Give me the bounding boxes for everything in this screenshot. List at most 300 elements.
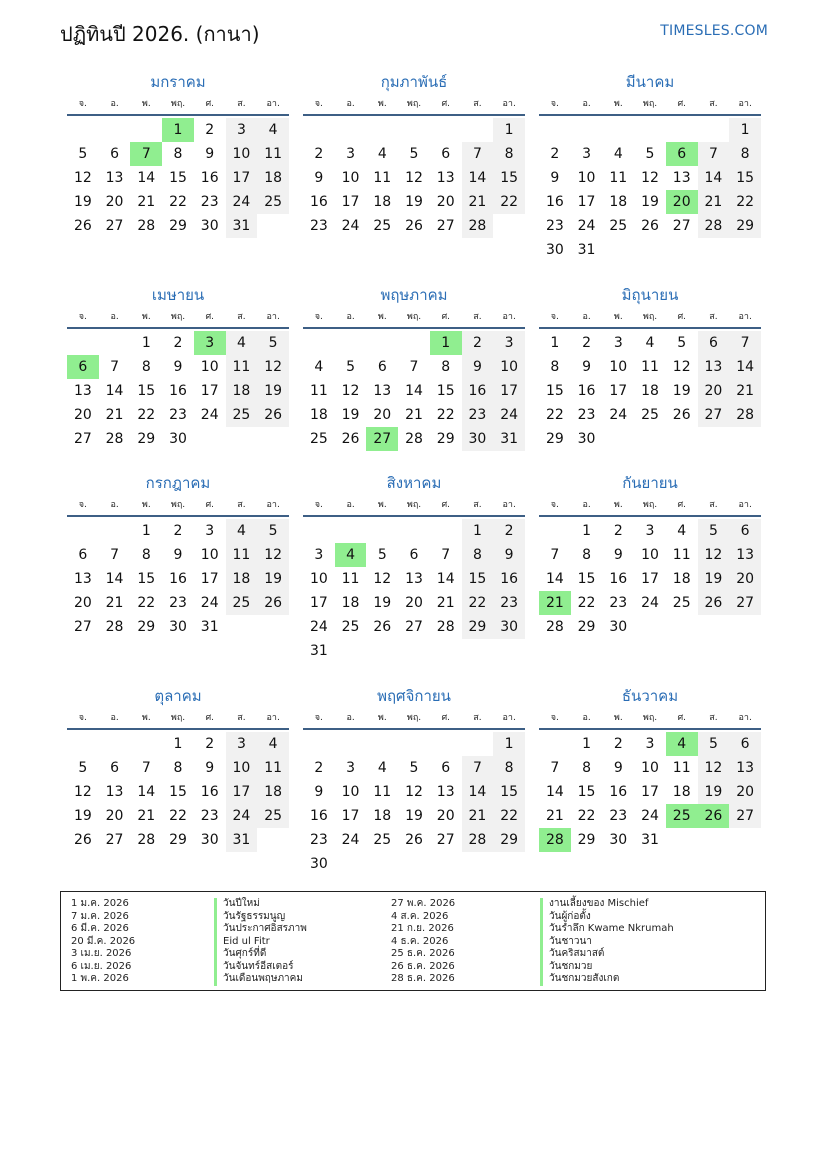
- day-cell: 22: [493, 190, 525, 214]
- day-cell: 14: [545, 784, 564, 800]
- legend-date: 6 มี.ค. 2026: [71, 923, 129, 934]
- day-cell: 23: [577, 407, 596, 423]
- day-grid: [303, 732, 525, 876]
- day-cell: 16: [577, 383, 596, 399]
- day-cell: 24: [341, 832, 360, 848]
- weekday-label: อา.: [502, 713, 516, 723]
- weekday-header: [67, 310, 289, 329]
- weekday-label: จ.: [550, 500, 559, 510]
- day-cell: 9: [205, 760, 215, 776]
- day-cell: 17: [200, 383, 219, 399]
- day-cell: 8: [141, 359, 151, 375]
- day-cell: 29: [169, 218, 187, 234]
- month-block: [539, 71, 761, 262]
- day-cell: 10: [641, 760, 659, 776]
- day-cell: 26: [405, 832, 423, 848]
- weekday-label: ส.: [473, 312, 482, 322]
- month-block: [303, 284, 525, 451]
- day-cell: 1: [141, 523, 151, 539]
- day-grid: [539, 519, 761, 639]
- day-cell: 4: [257, 732, 289, 756]
- day-cell: 1: [173, 736, 183, 752]
- legend-holiday-name: วันเดือนพฤษภาคม: [214, 973, 307, 986]
- day-cell: 5: [409, 146, 419, 162]
- legend-holiday-name: วันชาวนา: [540, 936, 674, 949]
- weekday-label: ศ.: [205, 713, 215, 723]
- month-name: ตุลาคม: [154, 687, 202, 705]
- day-cell: 27: [105, 832, 124, 848]
- legend-names-right: [540, 898, 674, 986]
- month-name: เมษายน: [151, 286, 205, 304]
- day-cell: 7: [110, 547, 120, 563]
- empty-cell: [462, 732, 494, 756]
- day-cell: 25: [257, 190, 289, 214]
- day-cell: 12: [73, 784, 92, 800]
- day-cell: 16: [309, 808, 328, 824]
- weekday-label: จ.: [550, 713, 559, 723]
- legend-holiday-name: วันศุกร์ที่ดี: [214, 948, 307, 961]
- day-cell: 12: [698, 756, 730, 780]
- day-cell: 10: [200, 359, 219, 375]
- day-cell: 13: [405, 571, 423, 587]
- day-cell: 27: [672, 218, 691, 234]
- empty-cell: [430, 519, 462, 543]
- weekday-label: จ.: [550, 99, 559, 109]
- day-cell: 25: [341, 619, 360, 635]
- day-cell: 2: [462, 331, 494, 355]
- empty-cell: [303, 331, 335, 355]
- day-cell: 22: [436, 407, 455, 423]
- day-cell: 9: [173, 547, 183, 563]
- day-cell: 9: [314, 170, 324, 186]
- empty-cell: [335, 519, 367, 543]
- weekday-label: ส.: [709, 99, 718, 109]
- weekday-label: จ.: [314, 713, 323, 723]
- day-cell: 17: [200, 571, 219, 587]
- weekday-label: อา.: [502, 312, 516, 322]
- day-cell: 5: [78, 760, 88, 776]
- day-cell: 18: [257, 166, 289, 190]
- day-cell: 29: [577, 832, 596, 848]
- day-cell: 18: [609, 194, 628, 210]
- day-cell: 8: [173, 760, 183, 776]
- day-cell: 13: [672, 170, 691, 186]
- empty-cell: [539, 519, 571, 543]
- weekday-header: [303, 711, 525, 730]
- page-title: ปฏิทินปี 2026. (กานา): [60, 22, 260, 46]
- empty-cell: [335, 118, 367, 142]
- day-cell: 5: [409, 760, 419, 776]
- day-cell: 15: [137, 383, 156, 399]
- day-cell: 21: [137, 194, 156, 210]
- weekday-label: พ.: [613, 312, 623, 322]
- day-cell: 2: [493, 519, 525, 543]
- weekday-label: อา.: [266, 713, 280, 723]
- day-cell: 6: [441, 760, 451, 776]
- day-cell: 16: [200, 170, 219, 186]
- day-cell: 27: [436, 832, 455, 848]
- weekday-label: ศ.: [677, 99, 687, 109]
- legend-date: 25 ธ.ค. 2026: [391, 948, 455, 959]
- day-cell: 22: [493, 804, 525, 828]
- day-cell: 23: [309, 218, 328, 234]
- day-cell: 11: [309, 383, 328, 399]
- day-cell: 22: [169, 194, 187, 210]
- day-cell: 28: [729, 403, 761, 427]
- day-cell: 3: [314, 547, 324, 563]
- day-cell: 22: [545, 407, 564, 423]
- day-cell: 25: [226, 403, 258, 427]
- day-cell: 18: [226, 567, 258, 591]
- day-cell: 9: [582, 359, 592, 375]
- month-block: [303, 71, 525, 238]
- weekday-label: ศ.: [441, 99, 451, 109]
- day-cell: 16: [309, 194, 328, 210]
- day-cell: 5: [377, 547, 387, 563]
- day-cell: 1: [493, 118, 525, 142]
- day-cell: 24: [226, 190, 258, 214]
- day-cell: 15: [436, 383, 455, 399]
- day-cell: 1: [729, 118, 761, 142]
- weekday-label: ส.: [473, 500, 482, 510]
- weekday-label: พ.: [141, 312, 151, 322]
- weekday-label: ศ.: [677, 312, 687, 322]
- legend-holiday-name: วันผู้ก่อตั้ง: [540, 911, 674, 924]
- day-cell: 25: [309, 431, 328, 447]
- weekday-label: ศ.: [205, 99, 215, 109]
- day-cell: 13: [105, 784, 124, 800]
- day-cell: 3: [346, 146, 356, 162]
- weekday-label: จ.: [78, 713, 87, 723]
- day-cell: 14: [137, 784, 156, 800]
- day-cell: 29: [436, 431, 455, 447]
- day-cell: 6: [78, 547, 88, 563]
- holiday-day-cell: 6: [666, 142, 698, 166]
- legend-holiday-name: วันปีใหม่: [214, 898, 307, 911]
- weekday-label: ส.: [709, 500, 718, 510]
- day-cell: 3: [645, 523, 655, 539]
- day-cell: 23: [200, 808, 219, 824]
- legend-holiday-name: วันรัฐธรรมนูญ: [214, 911, 307, 924]
- day-cell: 2: [613, 523, 623, 539]
- day-cell: 14: [545, 571, 564, 587]
- day-cell: 24: [609, 407, 628, 423]
- day-cell: 10: [609, 359, 628, 375]
- site-brand[interactable]: TIMESLES.COM: [660, 23, 768, 39]
- day-cell: 17: [577, 194, 596, 210]
- month-name: กุมภาพันธ์: [380, 73, 448, 91]
- day-cell: 23: [169, 595, 187, 611]
- day-cell: 18: [373, 808, 392, 824]
- empty-cell: [67, 118, 99, 142]
- weekday-label: อา.: [738, 99, 752, 109]
- day-cell: 26: [672, 407, 691, 423]
- day-grid: [67, 331, 289, 451]
- day-cell: 17: [609, 383, 628, 399]
- day-cell: 3: [645, 736, 655, 752]
- empty-cell: [571, 118, 603, 142]
- day-cell: 22: [462, 591, 494, 615]
- day-cell: 24: [493, 403, 525, 427]
- day-cell: 6: [729, 519, 761, 543]
- day-cell: 13: [436, 170, 455, 186]
- day-cell: 12: [257, 543, 289, 567]
- day-cell: 14: [405, 383, 423, 399]
- day-cell: 10: [200, 547, 219, 563]
- empty-cell: [130, 118, 162, 142]
- weekday-label: อา.: [266, 500, 280, 510]
- weekday-header: [539, 498, 761, 517]
- day-cell: 6: [441, 146, 451, 162]
- day-cell: 5: [677, 335, 687, 351]
- day-cell: 21: [137, 808, 156, 824]
- day-cell: 28: [462, 828, 494, 852]
- day-cell: 11: [672, 760, 691, 776]
- day-cell: 23: [309, 832, 328, 848]
- day-cell: 26: [73, 832, 92, 848]
- holiday-day-cell: 1: [430, 331, 462, 355]
- day-cell: 6: [409, 547, 419, 563]
- day-cell: 21: [462, 804, 494, 828]
- weekday-label: อ.: [346, 500, 355, 510]
- day-cell: 10: [341, 170, 360, 186]
- day-cell: 13: [436, 784, 455, 800]
- day-cell: 25: [257, 804, 289, 828]
- weekday-label: จ.: [78, 312, 87, 322]
- day-cell: 26: [698, 591, 730, 615]
- empty-cell: [366, 331, 398, 355]
- weekday-label: ส.: [473, 99, 482, 109]
- day-cell: 31: [577, 242, 596, 258]
- day-cell: 21: [698, 190, 730, 214]
- day-cell: 20: [105, 808, 124, 824]
- weekday-label: อา.: [738, 500, 752, 510]
- day-cell: 20: [729, 780, 761, 804]
- weekday-label: อ.: [582, 312, 591, 322]
- day-cell: 8: [729, 142, 761, 166]
- day-cell: 22: [137, 595, 156, 611]
- month-name: มกราคม: [150, 73, 206, 91]
- month-block: [67, 472, 289, 639]
- day-cell: 8: [582, 547, 592, 563]
- day-cell: 2: [173, 335, 183, 351]
- weekday-label: พฤ.: [170, 500, 186, 510]
- day-cell: 13: [73, 383, 92, 399]
- day-cell: 1: [462, 519, 494, 543]
- day-cell: 25: [226, 591, 258, 615]
- day-cell: 27: [73, 431, 92, 447]
- day-cell: 21: [105, 595, 124, 611]
- day-cell: 12: [641, 170, 659, 186]
- day-cell: 10: [641, 547, 659, 563]
- holiday-day-cell: 25: [666, 804, 698, 828]
- empty-cell: [335, 331, 367, 355]
- holiday-day-cell: 6: [67, 355, 99, 379]
- day-cell: 15: [577, 784, 596, 800]
- weekday-label: จ.: [314, 99, 323, 109]
- weekday-label: พฤ.: [170, 312, 186, 322]
- legend-date: 28 ธ.ค. 2026: [391, 973, 455, 984]
- day-cell: 29: [493, 828, 525, 852]
- day-cell: 14: [462, 166, 494, 190]
- day-cell: 3: [205, 523, 215, 539]
- day-cell: 9: [205, 146, 215, 162]
- day-cell: 23: [609, 595, 628, 611]
- day-cell: 15: [169, 170, 187, 186]
- day-cell: 11: [257, 756, 289, 780]
- day-cell: 28: [105, 619, 124, 635]
- day-cell: 21: [545, 808, 564, 824]
- day-cell: 11: [226, 355, 258, 379]
- legend-holiday-name: วันจันทร์อีสเตอร์: [214, 961, 307, 974]
- day-cell: 5: [346, 359, 356, 375]
- day-cell: 1: [582, 736, 592, 752]
- day-cell: 12: [405, 170, 423, 186]
- day-cell: 11: [672, 547, 691, 563]
- day-cell: 13: [373, 383, 392, 399]
- weekday-label: พ.: [613, 713, 623, 723]
- day-cell: 21: [405, 407, 423, 423]
- month-block: [539, 284, 761, 451]
- day-cell: 29: [137, 431, 156, 447]
- day-cell: 18: [226, 379, 258, 403]
- weekday-label: อ.: [582, 500, 591, 510]
- weekday-label: อ.: [346, 713, 355, 723]
- day-cell: 19: [257, 379, 289, 403]
- weekday-header: [67, 97, 289, 116]
- day-cell: 18: [672, 784, 691, 800]
- day-cell: 29: [137, 619, 156, 635]
- weekday-label: ส.: [237, 312, 246, 322]
- day-cell: 30: [609, 832, 628, 848]
- day-cell: 8: [493, 142, 525, 166]
- day-cell: 11: [341, 571, 360, 587]
- weekday-label: อา.: [502, 99, 516, 109]
- day-cell: 19: [373, 595, 392, 611]
- day-cell: 7: [441, 547, 451, 563]
- day-cell: 26: [73, 218, 92, 234]
- day-cell: 4: [645, 335, 655, 351]
- legend-names-left: [214, 898, 307, 986]
- day-cell: 30: [545, 242, 564, 258]
- day-cell: 19: [73, 808, 92, 824]
- day-cell: 27: [729, 591, 761, 615]
- day-cell: 14: [462, 780, 494, 804]
- day-cell: 29: [169, 832, 187, 848]
- holiday-legend: [60, 891, 766, 991]
- weekday-header: [539, 711, 761, 730]
- empty-cell: [398, 118, 430, 142]
- day-cell: 3: [226, 118, 258, 142]
- weekday-label: อ.: [110, 99, 119, 109]
- weekday-label: พฤ.: [170, 713, 186, 723]
- empty-cell: [99, 732, 131, 756]
- day-cell: 24: [226, 804, 258, 828]
- day-cell: 31: [226, 828, 258, 852]
- day-cell: 14: [105, 383, 124, 399]
- day-cell: 14: [105, 571, 124, 587]
- day-cell: 18: [373, 194, 392, 210]
- day-cell: 5: [78, 146, 88, 162]
- day-cell: 22: [137, 407, 156, 423]
- day-cell: 23: [493, 591, 525, 615]
- empty-cell: [366, 732, 398, 756]
- day-cell: 4: [314, 359, 324, 375]
- day-cell: 25: [641, 407, 659, 423]
- day-cell: 9: [550, 170, 560, 186]
- day-cell: 27: [729, 804, 761, 828]
- day-cell: 15: [577, 571, 596, 587]
- day-cell: 19: [641, 194, 659, 210]
- month-name: สิงหาคม: [386, 474, 442, 492]
- empty-cell: [99, 519, 131, 543]
- empty-cell: [430, 732, 462, 756]
- empty-cell: [366, 118, 398, 142]
- day-cell: 28: [462, 214, 494, 238]
- day-cell: 17: [309, 595, 328, 611]
- day-cell: 22: [169, 808, 187, 824]
- legend-dates-right: [391, 898, 455, 986]
- weekday-label: พฤ.: [642, 713, 658, 723]
- weekday-label: อ.: [582, 713, 591, 723]
- weekday-label: พฤ.: [406, 312, 422, 322]
- day-cell: 27: [698, 403, 730, 427]
- month-name: พฤษภาคม: [380, 286, 448, 304]
- holiday-day-cell: 7: [130, 142, 162, 166]
- day-cell: 16: [545, 194, 564, 210]
- day-cell: 12: [672, 359, 691, 375]
- day-cell: 3: [613, 335, 623, 351]
- day-cell: 28: [105, 431, 124, 447]
- legend-holiday-name: วันชกมวย: [540, 961, 674, 974]
- day-cell: 1: [550, 335, 560, 351]
- day-grid: [539, 118, 761, 262]
- weekday-label: อ.: [110, 312, 119, 322]
- day-cell: 10: [577, 170, 596, 186]
- day-cell: 30: [577, 431, 596, 447]
- day-cell: 17: [226, 166, 258, 190]
- weekday-label: ส.: [709, 713, 718, 723]
- day-grid: [67, 519, 289, 639]
- day-cell: 23: [200, 194, 219, 210]
- day-cell: 15: [137, 571, 156, 587]
- day-cell: 9: [613, 760, 623, 776]
- month-block: [67, 71, 289, 238]
- day-cell: 3: [493, 331, 525, 355]
- day-cell: 7: [141, 760, 151, 776]
- weekday-label: พ.: [613, 99, 623, 109]
- day-cell: 9: [173, 359, 183, 375]
- day-cell: 6: [110, 760, 120, 776]
- legend-holiday-name: Eid ul Fitr: [214, 936, 307, 949]
- weekday-label: ศ.: [205, 312, 215, 322]
- day-cell: 28: [137, 832, 156, 848]
- day-cell: 16: [169, 571, 187, 587]
- weekday-label: ส.: [237, 713, 246, 723]
- empty-cell: [67, 331, 99, 355]
- day-cell: 8: [493, 756, 525, 780]
- day-cell: 19: [672, 383, 691, 399]
- day-cell: 6: [377, 359, 387, 375]
- empty-cell: [398, 331, 430, 355]
- day-cell: 8: [550, 359, 560, 375]
- weekday-label: อา.: [738, 713, 752, 723]
- holiday-day-cell: 21: [539, 591, 571, 615]
- day-grid: [67, 118, 289, 238]
- day-cell: 12: [341, 383, 360, 399]
- day-cell: 4: [226, 331, 258, 355]
- day-cell: 7: [409, 359, 419, 375]
